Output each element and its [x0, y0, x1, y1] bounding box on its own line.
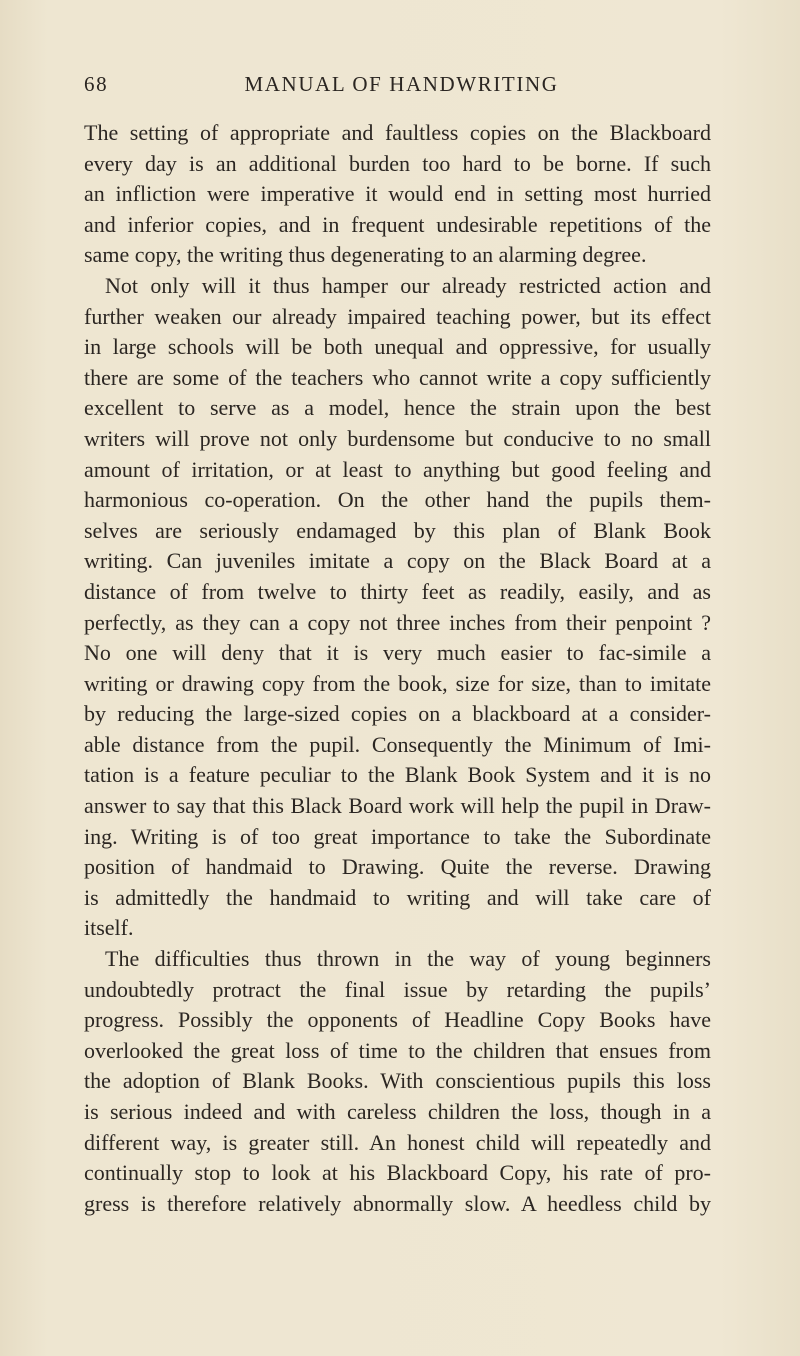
text-line: itself. — [84, 915, 134, 941]
text-line: gress is therefore relatively abnormally slow. A heedless child by — [84, 1190, 711, 1216]
text-line: progress. Possibly the opponents of Headline Copy Books have — [84, 1007, 711, 1033]
text-line: writing or drawing copy from the book, size for size, than to imitate — [84, 670, 711, 696]
text-line: No one will deny that it is very much easier to fac-simile a — [84, 640, 711, 666]
text-line: writing. Can juveniles imitate a copy on the Black Board at a — [84, 548, 711, 574]
text-line: continually stop to look at his Blackboard Copy, his rate of pro- — [84, 1160, 711, 1186]
text-line: different way, is greater still. An honest child will repeatedly and — [84, 1129, 711, 1155]
text-line: further weaken our already impaired teaching power, but its effect — [84, 303, 711, 329]
text-line: tation is a feature peculiar to the Blank Book System and it is no — [84, 762, 711, 788]
running-title: MANUAL OF HANDWRITING — [244, 72, 559, 96]
running-head — [84, 72, 711, 102]
text-line: is serious indeed and with careless children the loss, though in a — [84, 1099, 711, 1124]
text-line: Not only will it thus hamper our already restricted action and — [105, 272, 711, 298]
text-line: distance of from twelve to thirty feet as readily, easily, and as — [84, 578, 711, 604]
text-line: The difficulties thus thrown in the way of young beginners — [105, 946, 711, 972]
text-line: writers will prove not only burdensome but conducive to no small — [84, 425, 711, 451]
text-line: overlooked the great loss of time to the children that ensues from — [84, 1037, 711, 1063]
text-line: undoubtedly protract the final issue by retarding the pupils’ — [84, 976, 711, 1002]
page-number: 68 — [84, 72, 109, 96]
text-line: in large schools will be both unequal and oppressive, for usually — [84, 334, 711, 360]
text-line: harmonious co-operation. On the other hand the pupils them- — [84, 487, 711, 513]
text-line: position of handmaid to Drawing. Quite the reverse. Drawing — [84, 854, 711, 880]
text-line: The setting of appropriate and faultless copies on the Blackboard — [84, 120, 711, 145]
text-line: is admittedly the handmaid to writing and will take care of — [84, 884, 711, 910]
text-line: the adoption of Blank Books. With conscientious pupils this loss — [84, 1068, 711, 1094]
text-line: excellent to serve as a model, hence the strain upon the best — [84, 395, 711, 421]
text-line: and inferior copies, and in frequent undesirable repetitions of the — [84, 211, 711, 237]
text-line: selves are seriously endamaged by this plan of Blank Book — [84, 517, 711, 543]
text-line: there are some of the teachers who cannot write a copy sufficiently — [84, 364, 711, 390]
text-line: amount of irritation, or at least to anything but good feeling and — [84, 456, 711, 482]
text-line: every day is an additional burden too hard to be borne. If such — [84, 150, 711, 176]
text-line: answer to say that this Black Board work will help the pupil in Draw- — [84, 793, 711, 819]
body-text — [84, 118, 711, 1219]
text-line: same copy, the writing thus degenerating to an alarming degree. — [84, 242, 647, 268]
text-line: ing. Writing is of too great importance to take the Subordinate — [84, 823, 711, 849]
text-line: by reducing the large-sized copies on a blackboard at a consider- — [84, 701, 711, 727]
text-line: an infliction were imperative it would end in setting most hurried — [84, 181, 711, 207]
text-line: able distance from the pupil. Consequently the Minimum of Imi- — [84, 731, 711, 757]
text-line: perfectly, as they can a copy not three inches from their penpoint ? — [84, 609, 711, 635]
